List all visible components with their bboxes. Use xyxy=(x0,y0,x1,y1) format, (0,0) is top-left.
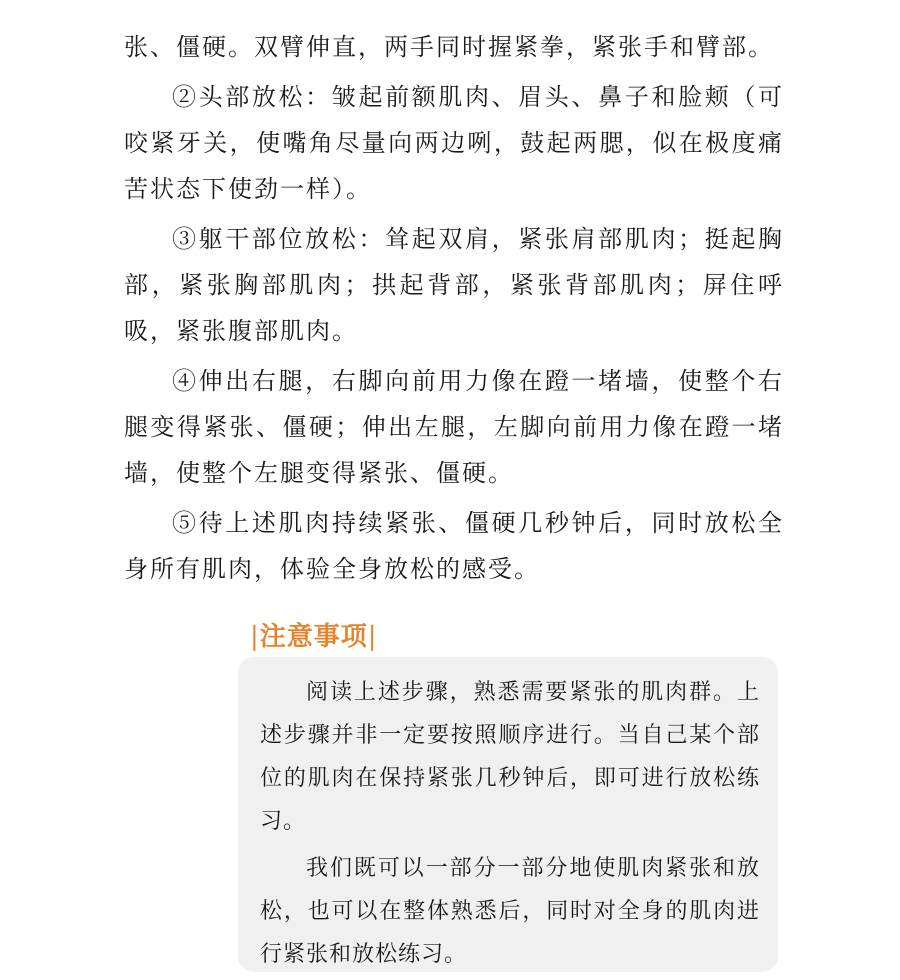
notice-paragraph-1: 阅读上述步骤，熟悉需要紧张的肌肉群。上述步骤并非一定要按照顺序进行。当自己某个部位的肌肉在保持紧张几秒钟后，即可进行放松练习。 xyxy=(260,680,760,834)
body-paragraph-legs: ④伸出右腿，右脚向前用力像在蹬一堵墙，使整个右腿变得紧张、僵硬；伸出左腿，左脚向前用力像在蹬一堵墙，使整个左腿变得紧张、僵硬。 xyxy=(124,367,784,487)
body-text xyxy=(124,24,784,596)
notice-heading-bar-right: | xyxy=(367,622,378,652)
body-paragraph-head-relax: ②头部放松：皱起前额肌肉、眉头、鼻子和脸颊（可咬紧牙关，使嘴角尽量向两边咧，鼓起两腮，似在极度痛苦状态下使劲一样）。 xyxy=(124,83,784,203)
notice-heading xyxy=(250,620,378,654)
body-paragraph-torso-relax: ③躯干部位放松：耸起双肩，紧张肩部肌肉；挺起胸部，紧张胸部肌肉；拱起背部，紧张背部肌肉；屏住呼吸，紧张腹部肌肉。 xyxy=(124,225,784,345)
body-paragraph-1: 张、僵硬。双臂伸直，两手同时握紧拳，紧张手和臂部。 xyxy=(124,33,774,61)
notice-heading-bar-left: | xyxy=(250,622,260,652)
body-paragraph-release: ⑤待上述肌肉持续紧张、僵硬几秒钟后，同时放松全身所有肌肉，体验全身放松的感受。 xyxy=(124,509,784,583)
notice-heading-text: 注意事项 xyxy=(259,622,368,652)
notice-box xyxy=(238,657,778,972)
notice-paragraph-2: 我们既可以一部分一部分地使肌肉紧张和放松，也可以在整体熟悉后，同时对全身的肌肉进行紧张和放松练习。 xyxy=(260,856,760,967)
